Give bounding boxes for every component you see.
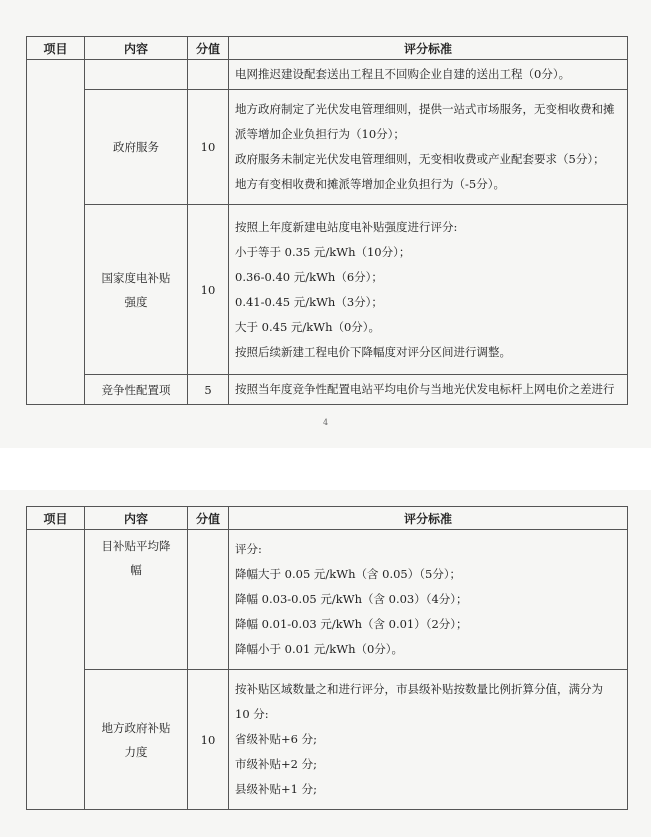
criteria-line: 降幅大于 0.05 元/kWh（含 0.05）（5分）；	[235, 567, 462, 581]
content-cell: 目补贴平均降幅	[85, 530, 188, 670]
header-project: 项目	[27, 507, 85, 530]
table-row	[27, 205, 628, 375]
criteria-line: 大于 0.45 元/kWh（0分）。	[235, 319, 381, 334]
criteria-line: 电网推迟建设配套送出工程且不回购企业自建的送出工程（0分）。	[235, 67, 571, 81]
criteria-line: 市级补贴+2 分;	[235, 757, 317, 771]
scoring-table-page-1	[26, 36, 628, 405]
criteria-line: 小于等于 0.35 元/kWh（10分）；	[235, 244, 411, 259]
score-cell: 10	[188, 205, 229, 375]
criteria-cell	[229, 60, 628, 90]
header-score: 分值	[188, 507, 229, 530]
criteria-cell	[229, 90, 628, 205]
score-cell: 10	[188, 670, 229, 810]
table-row	[27, 90, 628, 205]
content-cell: 竞争性配置项	[85, 375, 188, 405]
header-criteria: 评分标准	[229, 37, 628, 60]
project-cell	[27, 530, 85, 810]
project-cell	[27, 60, 85, 405]
criteria-line: 省级补贴+6 分;	[235, 732, 317, 746]
criteria-line: 地方政府制定了光伏发电管理细则，提供一站式市场服务，无变相收费和摊派等增加企业负担行为（10分）；	[235, 102, 615, 141]
header-content: 内容	[85, 37, 188, 60]
criteria-line: 按照当年度竞争性配置电站平均电价与当地光伏发电标杆上网电价之差进行	[235, 382, 615, 396]
score-cell	[188, 60, 229, 90]
content-cell: 政府服务	[85, 90, 188, 205]
page-number: 4	[322, 418, 329, 427]
criteria-line: 评分:	[235, 542, 262, 556]
criteria-line: 0.41-0.45 元/kWh（3分）；	[235, 294, 383, 309]
table-row	[27, 670, 628, 810]
criteria-line: 按补贴区域数量之和进行评分，市县级补贴按数量比例折算分值，满分为 10 分:	[235, 682, 603, 721]
header-project: 项目	[27, 37, 85, 60]
content-cell	[85, 60, 188, 90]
table-row	[27, 60, 628, 90]
criteria-line: 降幅 0.03-0.05 元/kWh（含 0.03）（4分）；	[235, 592, 468, 606]
table-row	[27, 375, 628, 405]
content-cell: 国家度电补贴强度	[85, 205, 188, 375]
criteria-cell	[229, 205, 628, 375]
table-row	[27, 530, 628, 670]
table-header-row	[27, 37, 628, 60]
scoring-table-page-2	[26, 506, 628, 810]
criteria-line: 政府服务未制定光伏发电管理细则，无变相收费或产业配套要求（5分）；	[235, 152, 605, 166]
header-content: 内容	[85, 507, 188, 530]
criteria-cell	[229, 530, 628, 670]
table-header-row	[27, 507, 628, 530]
criteria-line: 降幅小于 0.01 元/kWh（0分）。	[235, 642, 404, 656]
criteria-line: 0.36-0.40 元/kWh（6分）；	[235, 269, 383, 284]
header-criteria: 评分标准	[229, 507, 628, 530]
criteria-cell	[229, 375, 628, 405]
page-gap	[0, 448, 651, 490]
criteria-line: 地方有变相收费和摊派等增加企业负担行为（-5分）。	[235, 177, 505, 191]
criteria-line: 县级补贴+1 分;	[235, 782, 317, 796]
content-cell: 地方政府补贴力度	[85, 670, 188, 810]
criteria-line: 按照后续新建工程电价下降幅度对评分区间进行调整。	[235, 344, 511, 359]
score-cell	[188, 530, 229, 670]
document-page-2	[0, 490, 651, 837]
criteria-line: 降幅 0.01-0.03 元/kWh（含 0.01）（2分）；	[235, 617, 468, 631]
criteria-line: 按照上年度新建电站度电补贴强度进行评分:	[235, 219, 458, 234]
criteria-cell	[229, 670, 628, 810]
header-score: 分值	[188, 37, 229, 60]
score-cell: 10	[188, 90, 229, 205]
score-cell: 5	[188, 375, 229, 405]
